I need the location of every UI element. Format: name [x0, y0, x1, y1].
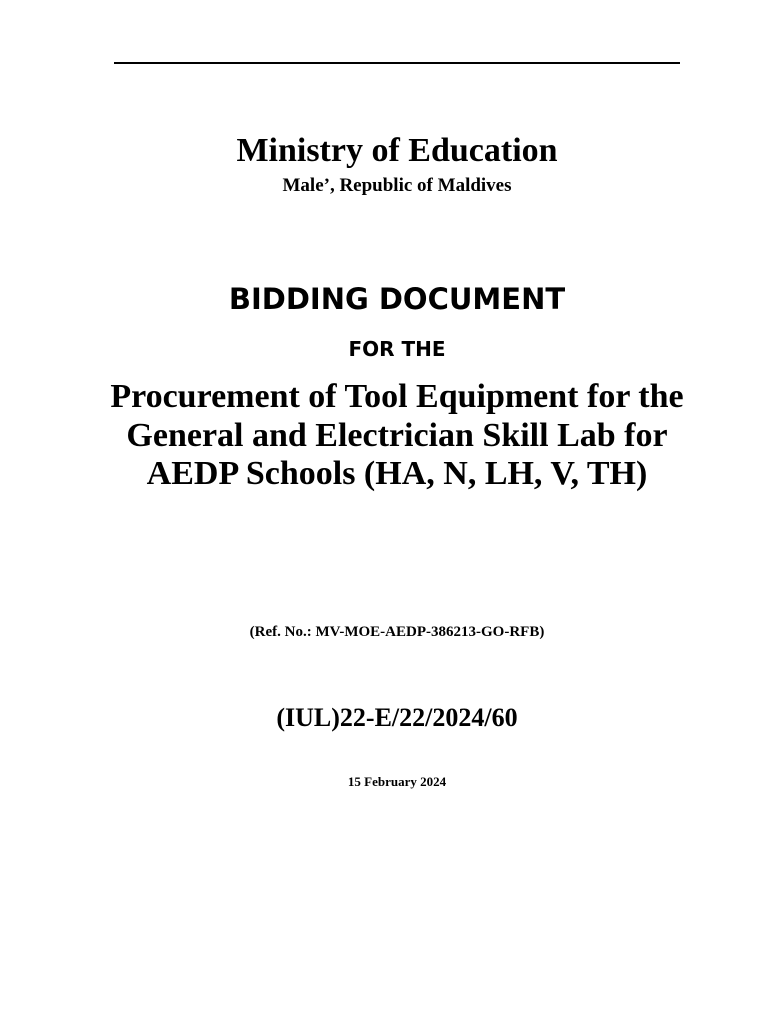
- for-the-label: FOR THE: [348, 337, 446, 361]
- document-type-heading: BIDDING DOCUMENT: [228, 282, 566, 316]
- top-rule: [114, 62, 680, 64]
- ministry-name: Ministry of Education: [236, 132, 558, 169]
- ministry-location: Male’, Republic of Maldives: [282, 175, 512, 196]
- procurement-title: Procurement of Tool Equipment for the General and Electrician Skill Lab for AEDP Schools (HA, N, LH, V, TH): [110, 378, 684, 492]
- reference-number: (Ref. No.: MV-MOE-AEDP-386213-GO-RFB): [249, 624, 545, 640]
- iul-number: (IUL)22-E/22/2024/60: [276, 703, 518, 732]
- document-date: 15 February 2024: [347, 774, 447, 789]
